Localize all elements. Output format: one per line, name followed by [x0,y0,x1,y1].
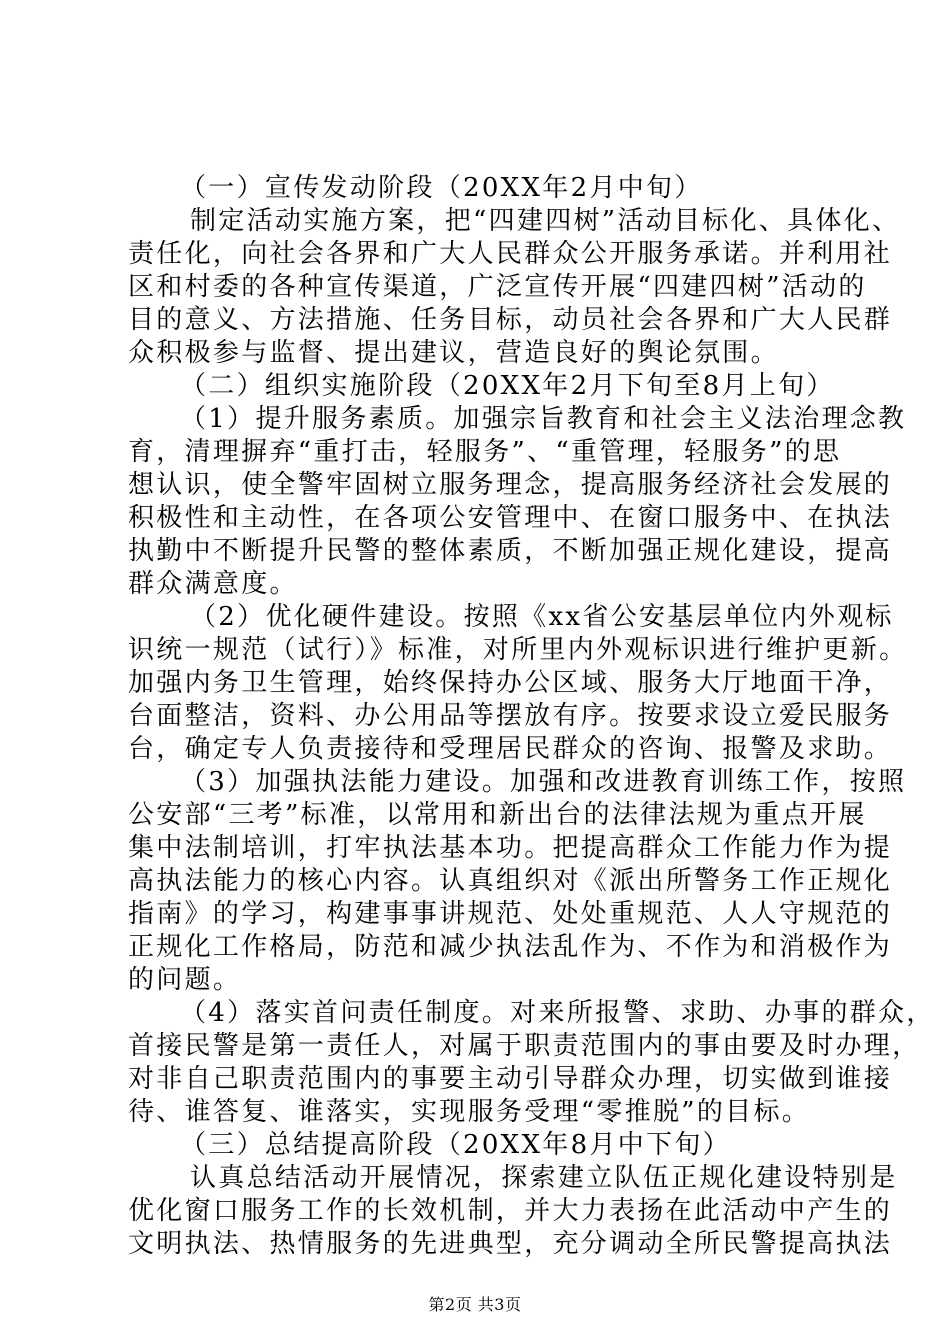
section-heading-1: （一）宣传发动阶段（20XX年2月中旬） [180,173,703,203]
section-heading-2: （二）组织实施阶段（20XX年2月下旬至8月上旬） [180,371,835,401]
section-heading-3: （三）总结提高阶段（20XX年8月中下旬） [180,1130,731,1160]
paragraph-line: 责任化，向社会各界和广大人民群众公开服务承诺。并利用社 [128,239,893,269]
paragraph-line: 正规化工作格局，防范和减少执法乱作为、不作为和消极作为 [128,932,893,962]
paragraph-line: 的问题。 [128,965,242,995]
paragraph-line: 集中法制培训，打牢执法基本功。把提高群众工作能力作为提 [128,833,893,863]
paragraph-line: （2）优化硬件建设。按照《xx省公安基层单位内外观标 [190,602,894,632]
paragraph-line: 识统一规范（试行）》标准，对所里内外观标识进行维护更新。 [128,635,908,665]
paragraph-line: 区和村委的各种宣传渠道，广泛宣传开展“四建四树”活动的 [128,272,867,302]
paragraph-line: 目的意义、方法措施、任务目标，动员社会各界和广大人民群 [128,305,893,335]
paragraph-line: 优化窗口服务工作的长效机制，并大力表扬在此活动中产生的 [128,1196,893,1226]
paragraph-line: （3）加强执法能力建设。加强和改进教育训练工作，按照 [180,767,907,797]
paragraph-line: 对非自己职责范围内的事要主动引导群众办理，切实做到谁接 [128,1064,893,1094]
document-body [128,172,935,1261]
paragraph-line: 制定活动实施方案，把“四建四树”活动目标化、具体化、 [190,206,901,236]
paragraph-line: 积极性和主动性，在各项公安管理中、在窗口服务中、在执法 [128,503,893,533]
page-number-label: 第2页 共3页 [428,1295,522,1314]
paragraph-line: 群众满意度。 [128,569,298,599]
paragraph-line: 加强内务卫生管理，始终保持办公区域、服务大厅地面干净， [128,668,893,698]
paragraph-line: 众积极参与监督、提出建议，营造良好的舆论氛围。 [128,338,779,368]
paragraph-line: 认真总结活动开展情况，探索建立队伍正规化建设特别是 [190,1163,898,1193]
paragraph-line: （1）提升服务素质。加强宗旨教育和社会主义法治理念教 [180,404,907,434]
page-footer [0,1292,950,1315]
paragraph-line: 台，确定专人负责接待和受理居民群众的咨询、报警及求助。 [128,734,893,764]
paragraph-line: 执勤中不断提升民警的整体素质，不断加强正规化建设，提高 [128,536,893,566]
paragraph-line: 待、谁答复、谁落实，实现服务受理“零推脱”的目标。 [128,1097,811,1127]
paragraph-line: 高执法能力的核心内容。认真组织对《派出所警务工作正规化 [128,866,893,896]
paragraph-line: 首接民警是第一责任人，对属于职责范围内的事由要及时办理， [128,1031,921,1061]
paragraph-line: 想认识，使全警牢固树立服务理念，提高服务经济社会发展的 [128,470,893,500]
paragraph-line: 指南》的学习，构建事事讲规范、处处重规范、人人守规范的 [128,899,893,929]
paragraph-line: 公安部“三考”标准，以常用和新出台的法律法规为重点开展 [128,800,867,830]
paragraph-line: 文明执法、热情服务的先进典型，充分调动全所民警提高执法 [128,1229,893,1259]
paragraph-line: 育，清理摒弃“重打击，轻服务”、“重管理，轻服务”的思 [128,437,842,467]
paragraph-line: 台面整洁，资料、办公用品等摆放有序。按要求设立爱民服务 [128,701,893,731]
paragraph-line: （4）落实首问责任制度。对来所报警、求助、办事的群众， [180,998,935,1028]
